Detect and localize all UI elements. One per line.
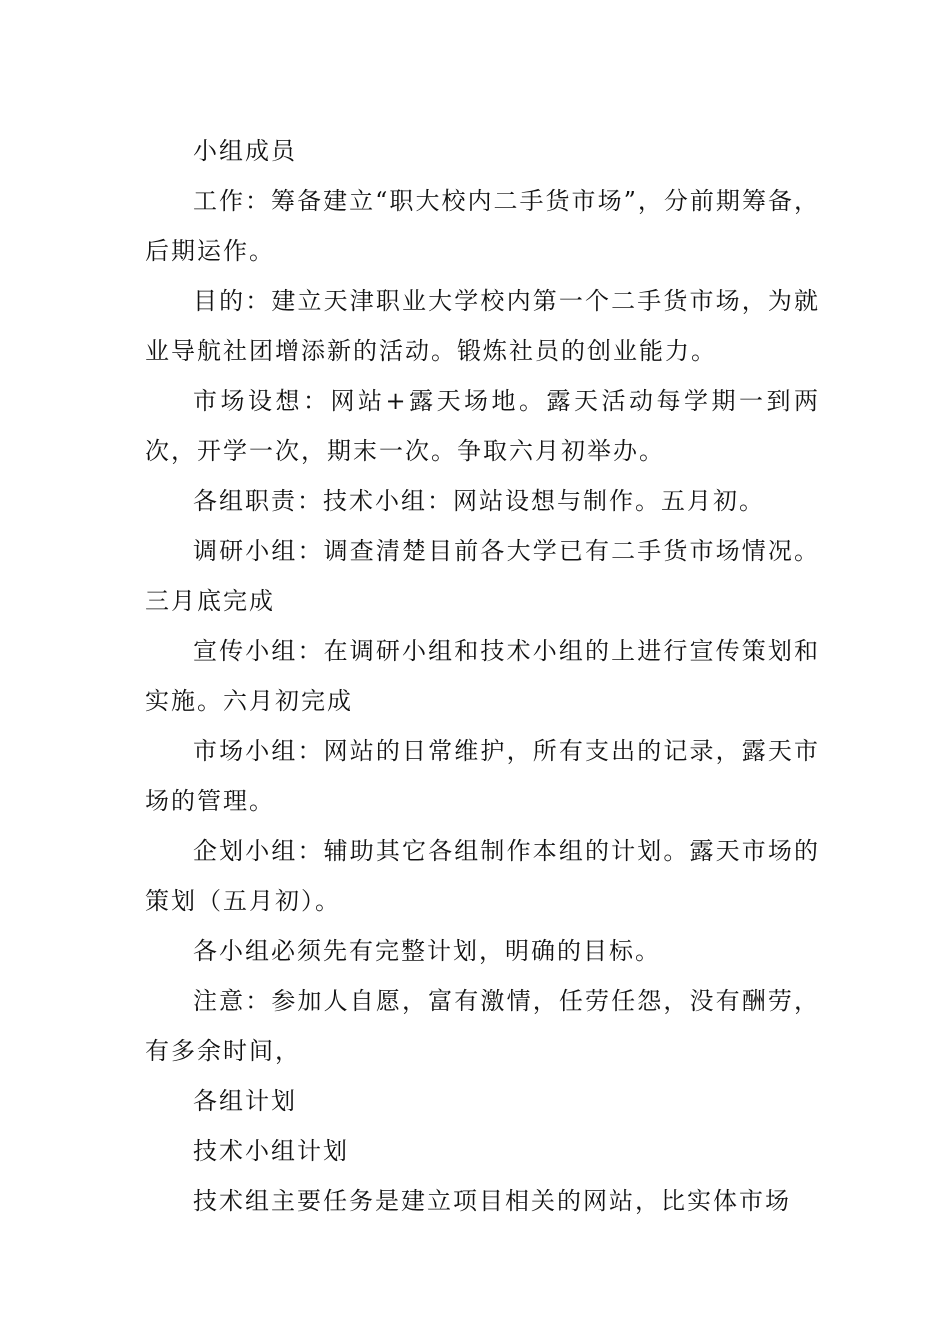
section-heading-members: 小组成员 (193, 137, 297, 165)
paragraph-research-group: 调研小组：调查清楚目前各大学已有二手货市场情况。三月底完成 (145, 537, 820, 615)
paragraph-market-group: 市场小组：网站的日常维护，所有支出的记录，露天市场的管理。 (145, 737, 820, 815)
paragraph-group-duties: 各组职责：技术小组：网站设想与制作。五月初。 (193, 487, 765, 515)
paragraph-planning-group: 企划小组：辅助其它各组制作本组的计划。露天市场的策划（五月初）。 (145, 837, 820, 915)
document-body (145, 126, 820, 1226)
paragraph-work: 工作：筹备建立“职大校内二手货市场”，分前期筹备，后期运作。 (145, 187, 820, 265)
section-heading-tech-plan: 技术小组计划 (193, 1137, 349, 1165)
paragraph-plan-requirement: 各小组必须先有完整计划，明确的目标。 (193, 937, 661, 965)
paragraph-goal: 目的：建立天津职业大学校内第一个二手货市场，为就业导航社团增添新的活动。锻炼社员的创业能力。 (145, 287, 820, 365)
paragraph-market-idea: 市场设想：网站+露天场地。露天活动每学期一到两次，开学一次，期末一次。争取六月初举办。 (145, 387, 820, 465)
paragraph-publicity-group: 宣传小组：在调研小组和技术小组的上进行宣传策划和实施。六月初完成 (145, 637, 820, 715)
section-heading-group-plans: 各组计划 (193, 1087, 297, 1115)
paragraph-tech-task: 技术组主要任务是建立项目相关的网站，比实体市场 (193, 1187, 791, 1215)
paragraph-notice: 注意：参加人自愿，富有激情，任劳任怨，没有酬劳，有多余时间， (145, 987, 820, 1065)
